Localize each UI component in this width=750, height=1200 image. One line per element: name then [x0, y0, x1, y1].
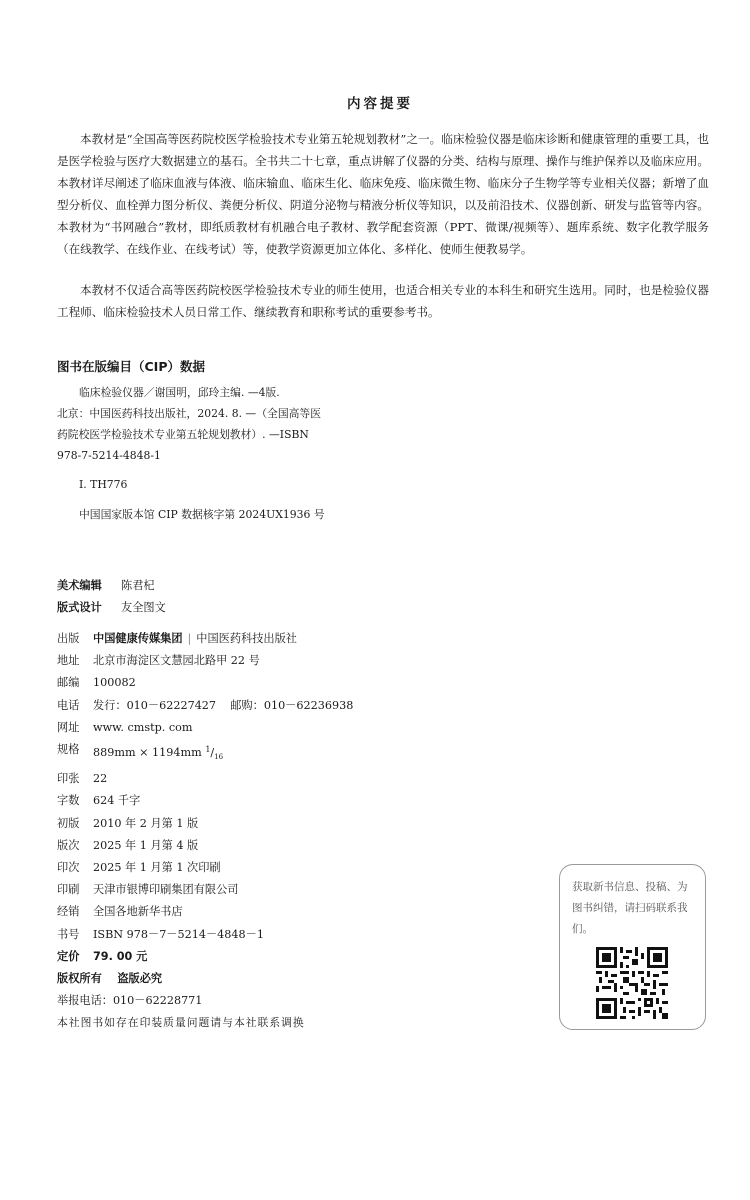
pub-row-printing: [57, 857, 353, 879]
publisher-separator: |: [187, 632, 192, 645]
pub-label: 版次: [57, 838, 80, 852]
publication-info: [57, 628, 353, 1035]
pub-label: 印刷: [57, 883, 80, 897]
pub-row-distributor: [57, 901, 353, 923]
cip-line-2: 北京：中国医药科技出版社，2024. 8. —（全国高等医: [57, 407, 322, 420]
pub-label: 规格: [57, 743, 80, 757]
pub-row-sheets: [57, 768, 353, 790]
pub-words: 624 千字: [93, 794, 141, 808]
spec-size: 889mm × 1194mm: [93, 746, 202, 760]
pub-label: 印张: [57, 772, 80, 786]
pub-label: 邮编: [57, 676, 80, 690]
pub-row-printer: [57, 879, 353, 901]
qr-notice-box: [559, 864, 706, 1030]
cip-line-4: 978-7-5214-4848-1: [57, 449, 161, 462]
credit-label: 美术编辑: [57, 579, 102, 592]
summary-text-2: 本教材不仅适合高等医药院校医学检验技术专业的师生使用，也适合相关专业的本科生和研究生选用。同时，也是检验仪器工程师、临床检验技术人员日常工作、继续教育和职称考试的重要参考书。: [57, 283, 709, 319]
pub-row-price: [57, 946, 353, 968]
cip-entry: [57, 382, 387, 466]
pub-defect-notice: 本社图书如存在印装质量问题请与本社联系调换: [57, 1016, 305, 1030]
qr-code-icon[interactable]: [596, 947, 668, 1019]
pub-label: 经销: [57, 905, 80, 919]
cip-record-number: 中国国家版本馆 CIP 数据核字第 2024UX1936 号: [79, 508, 325, 521]
spec-denominator: 16: [214, 753, 224, 762]
pub-label: 地址: [57, 654, 80, 668]
cip-heading: 图书在版编目（CIP）数据: [57, 359, 205, 374]
cip-line-1: 临床检验仪器／谢国明，邱玲主编. —4版.: [79, 386, 280, 399]
pub-spec: 889mm × 1194mm $^1/_{16}$: [93, 745, 224, 762]
pub-printing: 2025 年 1 月第 1 次印刷: [93, 861, 221, 875]
pub-postcode: 100082: [93, 676, 136, 690]
pub-distributor: 全国各地新华书店: [93, 905, 183, 919]
pub-label: 网址: [57, 720, 80, 734]
pub-row-address: [57, 650, 353, 672]
summary-text-1: 本教材是“全国高等医药院校医学检验技术专业第五轮规划教材”之一。临床检验仪器是临床诊断和健康管理的重要工具，也是医学检验与医疗大数据建立的基石。全书共二十七章，重点讲解了仪器的分类、结构与原理、操作与维护保养以及临床应用。本教材详尽阐述了临床血液与体液、临床输血、临床生化、临床免疫、临床微生物、临床分子生物学等专业相关仪器；新增了血型分析仪、血栓弹力图分析仪、粪便分析仪、阴道分泌物与精液分析仪等知识，以及前沿技术、仪器创新、研发与监管等内容。本教材为“书网融合”教材，即纸质教材有机融合电子教材、教学配套资源（PPT、微课/视频等）、题库系统、数字化教学服务（在线教学、在线作业、在线考试）等，使教学资源更加立体化、多样化、使师生便教易学。: [57, 132, 709, 256]
pub-website: www. cmstp. com: [93, 720, 193, 734]
pub-phone: 发行：010－62227427 邮购：010－62236938: [93, 698, 354, 712]
publisher-name: 中国医药科技出版社: [196, 632, 297, 645]
pub-report-phone: 举报电话：010－62228771: [57, 994, 203, 1008]
pub-label: 定价: [57, 949, 80, 963]
credits: [57, 575, 166, 619]
pub-row-publisher: [57, 628, 353, 650]
summary-paragraph-2: [57, 279, 709, 323]
credit-value: 友全图文: [121, 601, 166, 614]
pub-row-postcode: [57, 672, 353, 694]
pub-row-website: [57, 717, 353, 739]
publisher-group: 中国健康传媒集团: [93, 632, 183, 645]
pub-row-first-edition: [57, 813, 353, 835]
pub-label: 电话: [57, 698, 80, 712]
credit-label: 版式设计: [57, 601, 102, 614]
spec-numerator: 1: [205, 745, 211, 755]
pub-isbn: ISBN 978－7－5214－4848－1: [93, 927, 264, 941]
cip-classification: Ⅰ. TH776: [79, 478, 128, 491]
pub-sheets: 22: [93, 772, 108, 786]
credit-value: 陈君杞: [121, 579, 155, 592]
pub-edition: 2025 年 1 月第 4 版: [93, 838, 199, 852]
pub-address: 北京市海淀区文慧园北路甲 22 号: [93, 654, 260, 668]
pub-row-report: [57, 990, 353, 1012]
pub-price: 79. 00 元: [93, 949, 148, 963]
credit-row-art-editor: [57, 575, 166, 597]
pub-first-edition: 2010 年 2 月第 1 版: [93, 816, 199, 830]
pub-row-spec: [57, 739, 353, 768]
pub-printer: 天津市银博印刷集团有限公司: [93, 883, 239, 897]
summary-paragraph-1: [57, 128, 709, 260]
pub-row-isbn: [57, 924, 353, 946]
qr-notice-text: 获取新书信息、投稿、为图书纠错，请扫码联系我们。: [572, 881, 688, 935]
pub-label: 书号: [57, 927, 80, 941]
pub-row-words: [57, 790, 353, 812]
page-title: 内容提要: [347, 96, 413, 112]
pub-rights: 版权所有 盗版必究: [57, 972, 163, 986]
pub-row-defect: [57, 1012, 353, 1034]
pub-label: 初版: [57, 816, 80, 830]
pub-row-edition: [57, 835, 353, 857]
pub-label: 字数: [57, 794, 80, 808]
credit-row-layout-design: [57, 597, 166, 619]
pub-label: 印次: [57, 861, 80, 875]
pub-row-phone: [57, 695, 353, 717]
pub-row-rights: [57, 968, 353, 990]
pub-label: 出版: [57, 632, 80, 645]
cip-line-3: 药院校医学检验技术专业第五轮规划教材）. —ISBN: [57, 428, 309, 441]
